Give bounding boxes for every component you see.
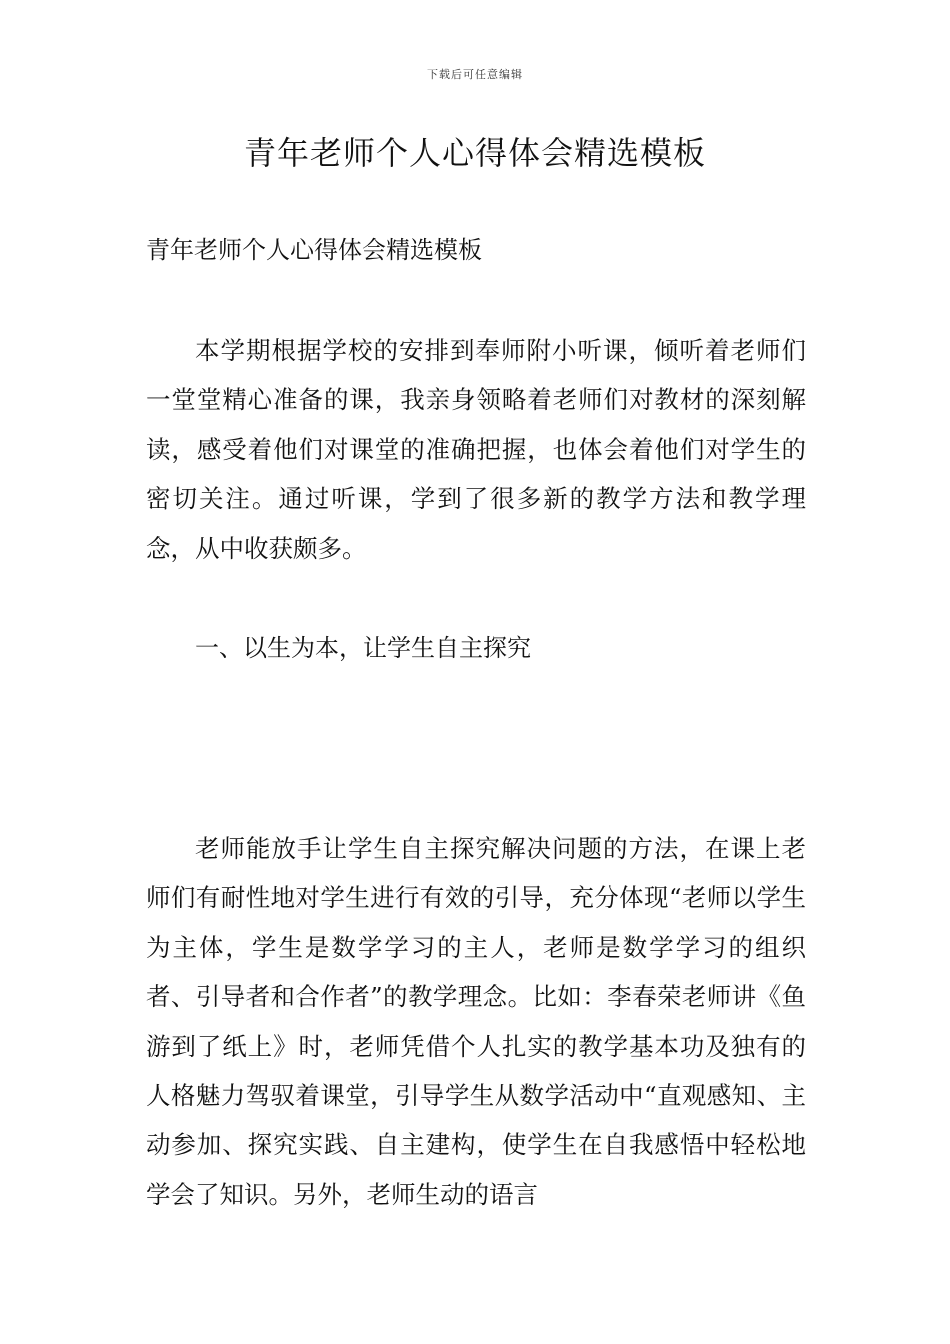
document-subtitle: 青年老师个人心得体会精选模板 bbox=[146, 236, 482, 264]
document-title: 青年老师个人心得体会精选模板 bbox=[243, 134, 706, 172]
header-note: 下载后可任意编辑 bbox=[427, 68, 523, 81]
section-heading: 一、以生为本，让学生自主探究 bbox=[195, 634, 531, 662]
intro-paragraph: 本学期根据学校的安排到奉师附小听课，倾听着老师们一堂堂精心准备的课，我亲身领略着老师们对教材的深刻解读，感受着他们对课堂的准确把握，也体会着他们对学生的密切关注。通过听课，学到了很多新的教学方法和教学理念，从中收获颇多。 bbox=[146, 336, 806, 563]
section-paragraph: 老师能放手让学生自主探究解决问题的方法，在课上老师们有耐性地对学生进行有效的引导，充分体现“老师以学生为主体，学生是数学学习的主人，老师是数学学习的组织者、引导者和合作者”的教学理念。比如：李春荣老师讲《鱼游到了纸上》时，老师凭借个人扎实的教学基本功及独有的人格魅力驾驭着课堂，引导学生从数学活动中“直观感知、主动参加、探究实践、自主建构，使学生在自我感悟中轻松地学会了知识。另外，老师生动的语言 bbox=[146, 834, 806, 1209]
